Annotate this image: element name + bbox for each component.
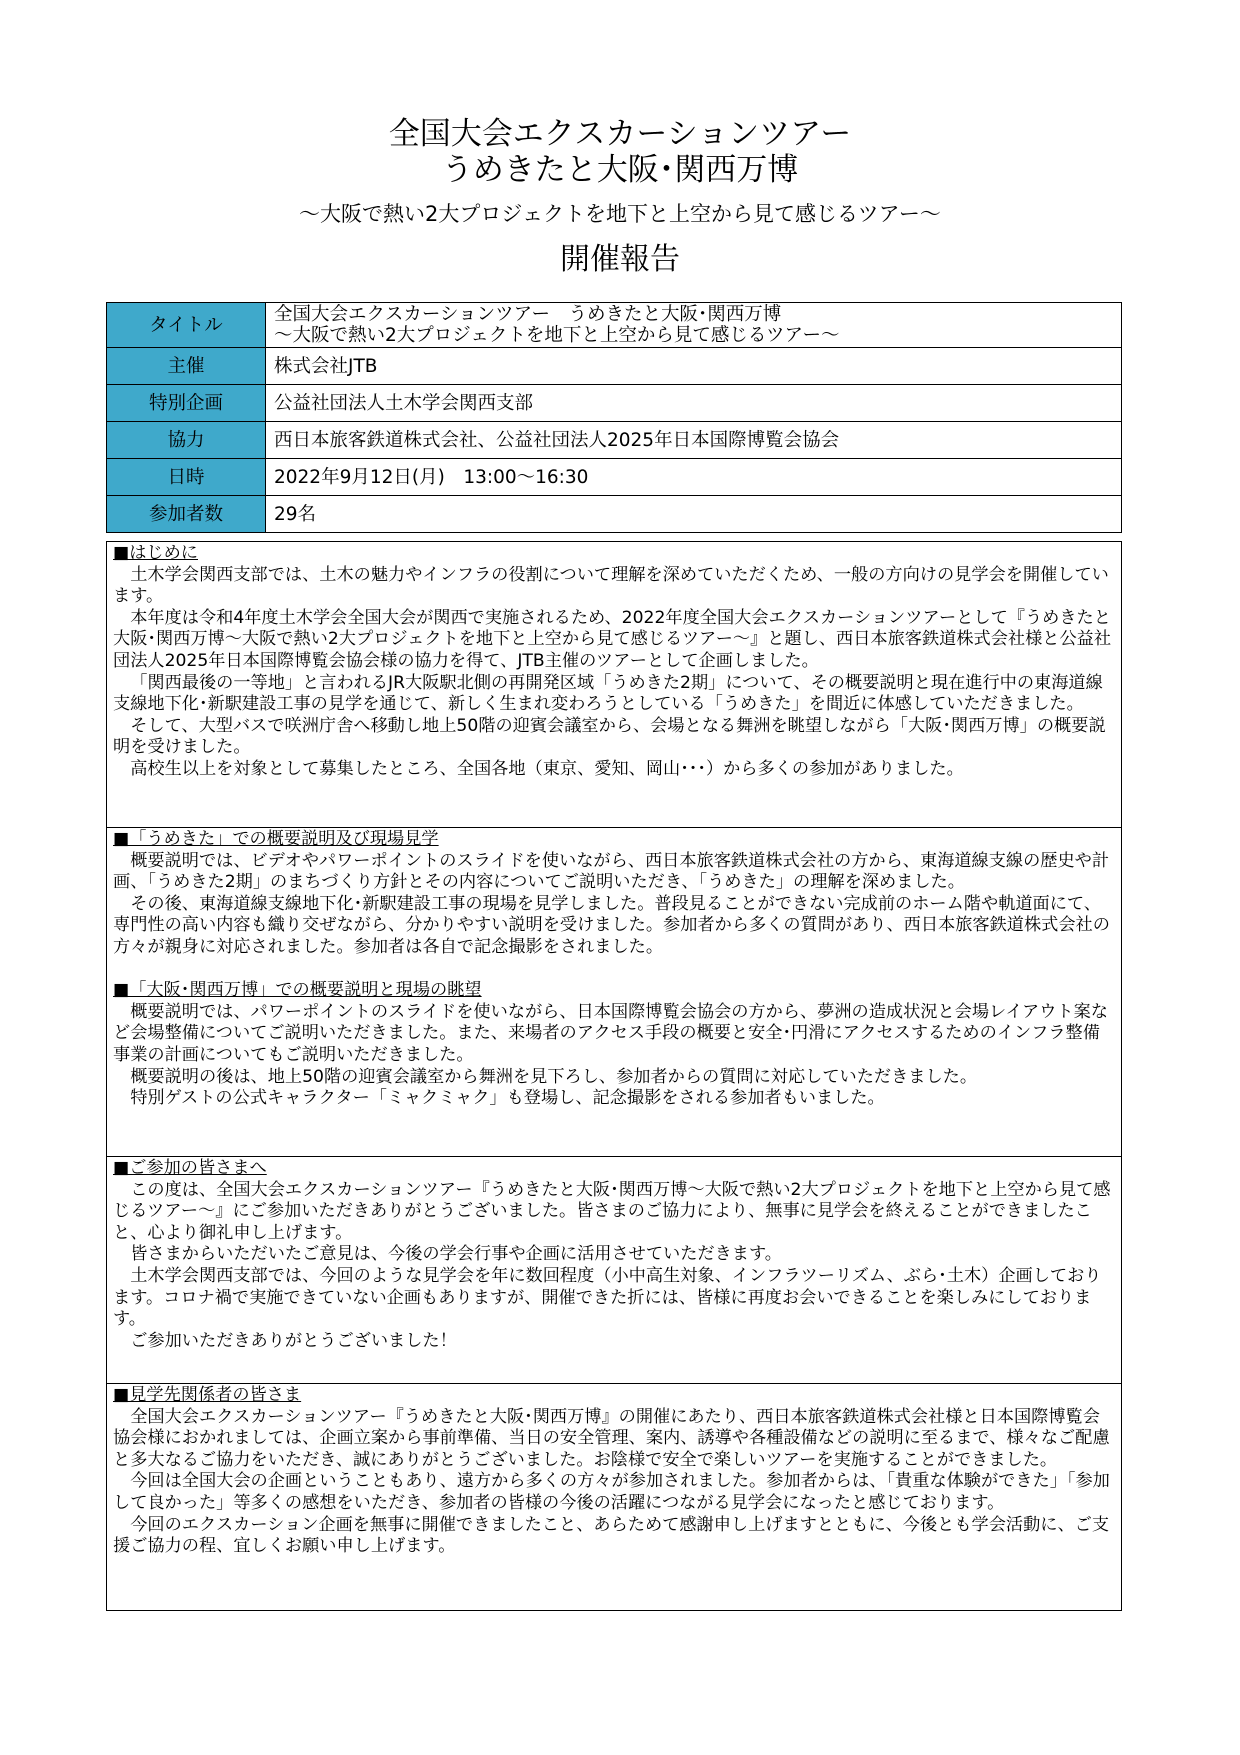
info-row-special-planning: [107, 385, 1122, 422]
section-hosts-message: [106, 1384, 1122, 1611]
section-expo-heading: ■「大阪･関西万博」での概要説明と現場の眺望: [113, 980, 482, 1001]
info-value-organizer: 株式会社JTB: [266, 348, 1122, 385]
section-participants-paragraph: この度は、全国大会エクスカーションツアー『うめきたと大阪･関西万博～大阪で熱い2大プロジェクトを地下と上空から見て感じるツアー～』にご参加いただきありがとうございました。皆さまのご協力により、無事に見学会を終えることができましたこと、心より御礼申し上げます。: [113, 1179, 1111, 1243]
info-value-title-line1: 全国大会エクスカーションツアー うめきたと大阪･関西万博: [274, 304, 782, 325]
info-row-organizer: [107, 348, 1122, 385]
info-value-datetime: 2022年9月12日(月) 13:00～16:30: [266, 459, 1122, 496]
section-participants-paragraph: 土木学会関西支部では、今回のような見学会を年に数回程度（小中高生対象、インフラツーリズム、ぶら･土木）企画しております。コロナ禍で実施できていない企画もありますが、開催できた折には、皆様に再度お会いできることを楽しみにしております。: [113, 1265, 1102, 1330]
section-participants-paragraph: ご参加いただきありがとうございました！: [130, 1330, 457, 1351]
report-header: [0, 116, 1240, 278]
section-participants-message: [106, 1157, 1122, 1384]
report-type-label: 開催報告: [560, 242, 680, 277]
report-title-line1: 全国大会エクスカーションツアー: [388, 116, 852, 152]
info-label-datetime: 日時: [107, 459, 266, 496]
section-participants-heading: ■ご参加の皆さまへ: [113, 1158, 267, 1178]
info-label-cooperation: 協力: [107, 422, 266, 459]
section-participants-paragraph: 皆さまからいただいたご意見は、今後の学会行事や企画に活用させていただきます。: [130, 1244, 782, 1265]
info-row-datetime: [107, 459, 1122, 496]
section-expo-paragraph: 特別ゲストの公式キャラクター「ミャクミャク」も登場し、記念撮影をされる参加者もいました。: [130, 1088, 885, 1109]
section-intro-paragraph: 高校生以上を対象として募集したところ、全国各地（東京、愛知、岡山･･･）から多くの参加がありました。: [130, 758, 964, 779]
report-title-line2: うめきたと大阪･関西万博: [441, 152, 799, 188]
section-hosts-paragraph: 全国大会エクスカーションツアー『うめきたと大阪･関西万博』の開催にあたり、西日本旅客鉄道株式会社様と日本国際博覧会協会様におかれましては、企画立案から事前準備、当日の安全管理、案内、誘導や各種設備などの説明に至るまで、様々なご配慮と多大なるご協力をいただき、誠にありがとうございました。お陰様で安全で楽しいツアーを実施することができました。: [113, 1406, 1110, 1470]
section-site-visits: [106, 828, 1122, 1157]
info-label-title: タイトル: [107, 303, 266, 348]
section-intro-paragraph: 「関西最後の一等地」と言われるJR大阪駅北側の再開発区域「うめきた2期」について、その概要説明と現在進行中の東海道線支線地下化･新駅建設工事の見学を通じて、新しく生まれ変わろうとしている「うめきた」を間近に体感していただきました。: [113, 672, 1103, 715]
section-hosts-paragraph: 今回のエクスカーション企画を無事に開催できましたこと、あらためて感謝申し上げますとともに、今後とも学会活動に、ご支援ご協力の程、宜しくお願い申し上げます。: [113, 1514, 1110, 1557]
info-value-title: [266, 303, 1122, 348]
section-intro-paragraph: 本年度は令和4年度土木学会全国大会が関西で実施されるため、2022年度全国大会エクスカーションツアーとして『うめきたと大阪･関西万博～大阪で熱い2大プロジェクトを地下と上空から見て感じるツアー～』と題し、西日本旅客鉄道株式会社様と公益社団法人2025年日本国際博覧会協会様の協力を得て、JTB主催のツアーとして企画しました。: [113, 607, 1112, 671]
section-hosts-heading: ■見学先関係者の皆さま: [113, 1385, 302, 1405]
section-umekita-heading: ■「うめきた」での概要説明及び現場見学: [113, 829, 439, 849]
event-info-table: [106, 302, 1122, 533]
section-umekita-paragraph: 概要説明では、ビデオやパワーポイントのスライドを使いながら、西日本旅客鉄道株式会社の方から、東海道線支線の歴史や計画、「うめきた2期」のまちづくり方針とその内容についてご説明いただき、「うめきた」の理解を深めました。: [113, 850, 1110, 893]
info-label-special-planning: 特別企画: [107, 385, 266, 422]
info-value-participants: 29名: [266, 496, 1122, 533]
info-row-participants: [107, 496, 1122, 533]
section-expo-paragraph: 概要説明の後は、地上50階の迎賓会議室から舞洲を見下ろし、参加者からの質問に対応していただきました。: [130, 1066, 978, 1087]
info-value-cooperation: 西日本旅客鉄道株式会社、公益社団法人2025年日本国際博覧会協会: [266, 422, 1122, 459]
section-intro-paragraph: そして、大型バスで咲洲庁舎へ移動し地上50階の迎賓会議室から、会場となる舞洲を眺望しながら「大阪･関西万博」の概要説明を受けました。: [113, 715, 1106, 758]
info-row-cooperation: [107, 422, 1122, 459]
info-label-organizer: 主催: [107, 348, 266, 385]
info-value-special-planning: 公益社団法人土木学会関西支部: [266, 385, 1122, 422]
info-label-participants: 参加者数: [107, 496, 266, 533]
section-hosts-paragraph: 今回は全国大会の企画ということもあり、遠方から多くの方々が参加されました。参加者からは、「貴重な体験ができた」「参加して良かった」等多くの感想をいただき、参加者の皆様の今後の活躍につながる見学会になったと感じております。: [113, 1471, 1110, 1513]
section-expo-paragraph: 概要説明では、パワーポイントのスライドを使いながら、日本国際博覧会協会の方から、夢洲の造成状況と会場レイアウト案など会場整備についてご説明いただきました。また、来場者のアクセス手段の概要と安全･円滑にアクセスするためのインフラ整備事業の計画についてもご説明いただきました。: [113, 1001, 1108, 1065]
report-subtitle: ～大阪で熱い2大プロジェクトを地下と上空から見て感じるツアー～: [299, 202, 941, 226]
section-umekita-paragraph: その後、東海道線支線地下化･新駅建設工事の現場を見学しました。普段見ることができない完成前のホーム階や軌道面にて、専門性の高い内容も織り交ぜながら、分かりやすい説明を受けました。参加者から多くの質問があり、西日本旅客鉄道株式会社の方々が親身に対応されました。参加者は各自で記念撮影をされました。: [113, 893, 1110, 957]
info-row-title: [107, 303, 1122, 348]
info-value-title-line2: ～大阪で熱い2大プロジェクトを地下と上空から見て感じるツアー～: [274, 325, 840, 346]
report-body: [106, 541, 1122, 1611]
section-intro: [106, 541, 1122, 828]
section-intro-paragraph: 土木学会関西支部では、土木の魅力やインフラの役割について理解を深めていただくため、一般の方向けの見学会を開催しています。: [113, 564, 1109, 607]
section-intro-heading: ■はじめに: [113, 543, 198, 563]
